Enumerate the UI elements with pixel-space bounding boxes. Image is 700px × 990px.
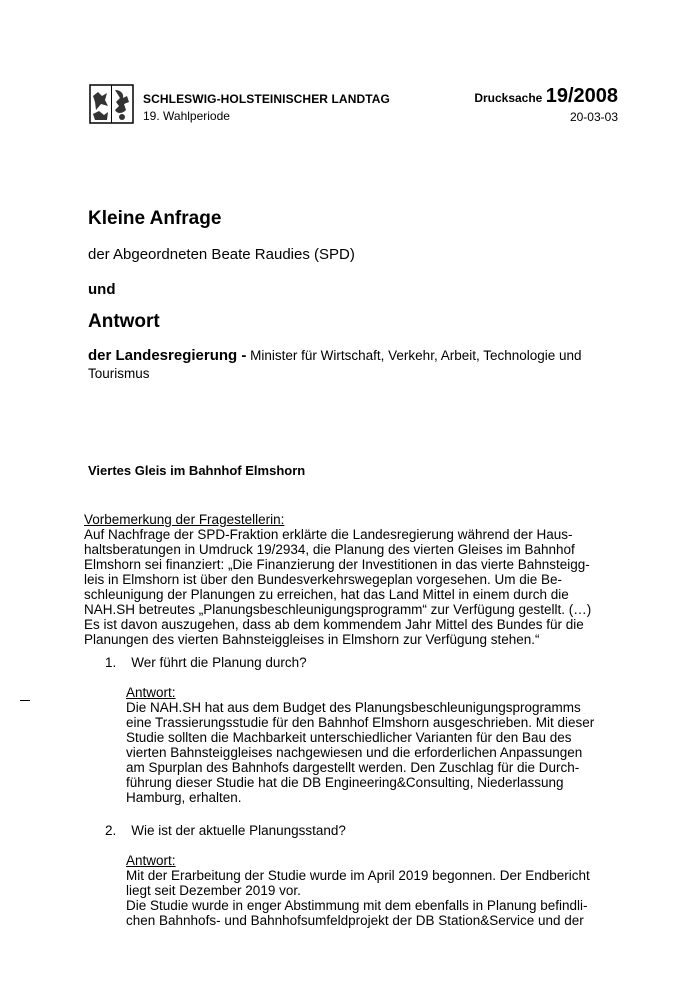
answer-2 — [126, 853, 616, 928]
ministry-name: Minister für Wirtschaft, Verkehr, Arbeit, Technologie und Tourismus — [88, 348, 582, 381]
answer-line: Studie sollten die Machbarkeit unterschiedlicher Varianten für den Bau des — [126, 730, 572, 745]
answer-title: Antwort — [88, 311, 160, 332]
answer-line: Die NAH.SH hat aus dem Budget des Planungsbeschleunigungsprogramms — [126, 700, 581, 715]
answer-line: Die Studie wurde in enger Abstimmung mit dem ebenfalls in Planung befindli- — [126, 898, 588, 913]
member-of-parliament: der Abgeordneten Beate Raudies (SPD) — [88, 246, 355, 263]
question-text: Wer führt die Planung durch? — [131, 655, 307, 670]
question-number: 2. — [105, 823, 117, 838]
subject-heading: Viertes Gleis im Bahnhof Elmshorn — [88, 463, 306, 478]
preamble-line: schleunigung der Planungen zu erreichen, hat das Land Mittel in einem durch die — [84, 587, 569, 602]
preamble-line: haltsberatungen in Umdruck 19/2934, die Planung des vierten Gleises im Bahnhof — [84, 542, 575, 557]
document-title: Kleine Anfrage — [88, 208, 222, 229]
answer-label: Antwort: — [126, 853, 176, 868]
organization-name: SCHLESWIG-HOLSTEINISCHER LANDTAG — [143, 92, 390, 106]
legislative-period: 19. Wahlperiode — [143, 109, 230, 123]
preamble-line: Planungen des vierten Bahnsteiggleises in Elmshorn zur Verfügung stehen.“ — [84, 632, 540, 647]
preamble-line: Elmshorn sei finanziert: „Die Finanzierung der Investitionen in das vierte Bahnsteigg- — [84, 557, 590, 572]
question-2 — [105, 823, 346, 838]
answer-line: am Spurplan des Bahnhofs dargestellt werden. Den Zuschlag für die Durch- — [126, 760, 580, 775]
answer-1 — [126, 685, 616, 805]
government-line — [88, 347, 623, 383]
answer-line: liegt seit Dezember 2019 vor. — [126, 883, 301, 898]
question-number: 1. — [105, 655, 117, 670]
answer-label: Antwort: — [126, 685, 176, 700]
preamble-line: NAH.SH betreutes „Planungsbeschleunigungsprogramm“ zur Verfügung gestellt. (…) — [84, 602, 592, 617]
answer-line: eine Trassierungsstudie für den Bahnhof Elmshorn ausgeschrieben. Mit dieser — [126, 715, 595, 730]
conjunction-und: und — [88, 281, 116, 298]
drucksache-number: 19/2008 — [545, 85, 618, 107]
preamble-line: Auf Nachfrage der SPD-Fraktion erklärte die Landesregierung während der Haus- — [84, 527, 573, 542]
margin-mark — [20, 700, 30, 701]
preamble-line: Es ist davon auszugehen, dass ab dem kommendem Jahr Mittel des Bundes für die — [84, 617, 584, 632]
preamble-line: leis in Elmshorn ist über den Bundesverkehrswegeplan vorgesehen. Um die Be- — [84, 572, 563, 587]
drucksache-label: Drucksache — [474, 91, 543, 105]
answer-line: Mit der Erarbeitung der Studie wurde im April 2019 begonnen. Der Endbericht — [126, 868, 590, 883]
document-date: 20-03-03 — [569, 110, 618, 124]
answer-line: chen Bahnhofs- und Bahnhofsumfeldprojekt der DB Station&Service und der — [126, 913, 584, 928]
question-1 — [105, 655, 307, 670]
answer-line: führung dieser Studie hat die DB Engineering&Consulting, Niederlassung — [126, 775, 564, 790]
coat-of-arms-icon — [89, 84, 134, 124]
answer-line: vierten Bahnsteiggleises nachgewiesen und die erforderlichen Anpassungen — [126, 745, 583, 760]
drucksache — [474, 85, 618, 108]
preamble-label: Vorbemerkung der Fragestellerin: — [84, 512, 285, 527]
preamble — [84, 512, 614, 647]
government-label: der Landesregierung - — [88, 347, 247, 364]
answer-line: Hamburg, erhalten. — [126, 790, 242, 805]
question-text: Wie ist der aktuelle Planungsstand? — [131, 823, 346, 838]
